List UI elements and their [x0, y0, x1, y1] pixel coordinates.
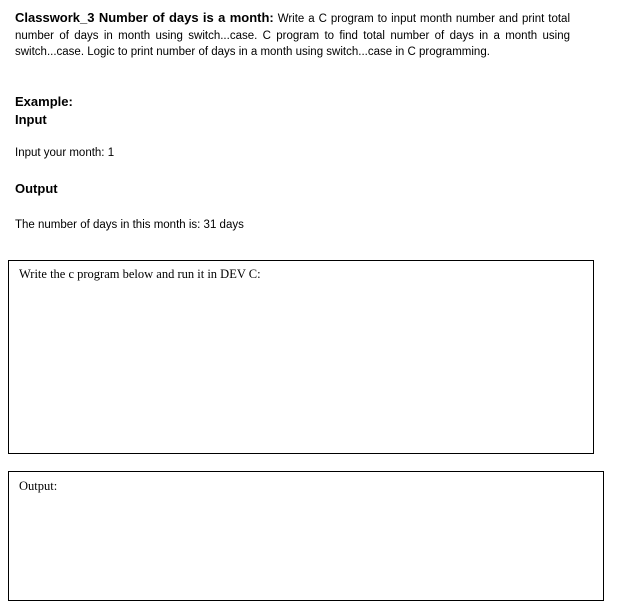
- input-heading: Input: [15, 112, 47, 127]
- output-heading: Output: [15, 181, 58, 196]
- assignment-intro: [15, 10, 570, 61]
- program-answer-box[interactable]: [8, 260, 594, 454]
- input-example-text: Input your month: 1: [15, 147, 115, 159]
- output-example-text: The number of days in this month is: 31 days: [15, 219, 244, 231]
- program-box-label: Write the c program below and run it in DEV C:: [19, 267, 261, 281]
- assignment-title: Classwork_3 Number of days is a month:: [15, 10, 274, 25]
- output-answer-box[interactable]: [8, 471, 604, 601]
- example-heading: Example:: [15, 94, 73, 109]
- assignment-description: Write a C program to input month number and print total number of days in month using switch...case. C program to find total number of days in a month using switch...case. Logic to print number of days in a month using switch...case in C programming.: [15, 13, 571, 58]
- output-box-label: Output:: [19, 479, 58, 493]
